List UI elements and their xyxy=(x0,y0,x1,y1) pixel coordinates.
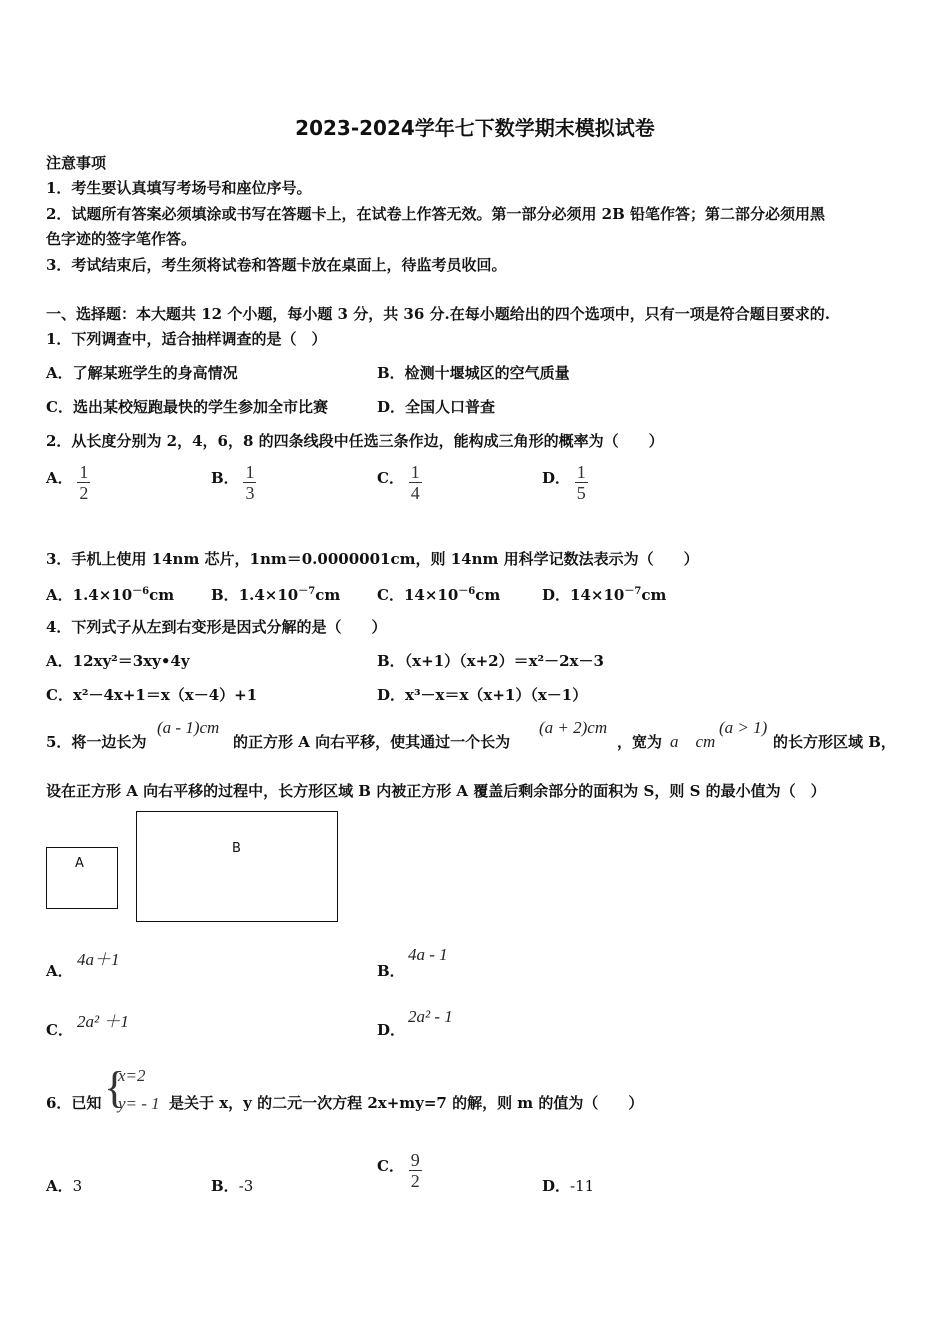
q6-a-label: A． xyxy=(46,1177,73,1195)
q2-option-a-label: A． xyxy=(46,468,73,487)
q1-option-c[interactable]: C．选出某校短跑最快的学生参加全市比赛 xyxy=(46,398,328,416)
q5-option-c-label[interactable]: C． xyxy=(46,1021,73,1039)
q5-option-b[interactable]: 4a - 1 xyxy=(408,945,448,964)
q3-d-unit: cm xyxy=(641,586,667,604)
q2-option-c-label: C． xyxy=(377,468,404,487)
q2-a-numerator: 1 xyxy=(79,462,89,482)
rectangle-b-label: B xyxy=(232,841,241,856)
q3-stem: 3．手机上使用 14nm 芯片，1nm＝0.0000001cm，则 14nm 用科学记数法表示为（ ） xyxy=(46,550,699,568)
q3-d-base: 14×10 xyxy=(570,586,625,604)
q5-expr-condition: (a > 1) xyxy=(719,718,768,737)
q5-option-a[interactable]: 4a＋1 xyxy=(77,950,120,969)
q4-option-a[interactable]: A．12xy²＝3xy•4y xyxy=(46,652,190,670)
q2-option-d-label: D． xyxy=(542,468,571,487)
q3-option-c[interactable] xyxy=(377,582,500,605)
q6-d-value: -11 xyxy=(570,1177,595,1195)
q6-system-eq2: y= - 1 xyxy=(118,1094,160,1113)
q4-stem: 4．下列式子从左到右变形是因式分解的是（ ） xyxy=(46,618,387,636)
q2-option-d-fraction xyxy=(575,462,588,503)
q6-b-value: -3 xyxy=(238,1177,254,1195)
q5-expr-side: (a - 1)cm xyxy=(157,718,220,737)
q2-c-numerator: 1 xyxy=(410,462,420,482)
notice-heading: 注意事项 xyxy=(46,154,107,172)
q3-option-b[interactable] xyxy=(211,582,340,605)
q3-c-base: 14×10 xyxy=(403,586,459,604)
q5-stem-part4: 的长方形区域 B， xyxy=(773,733,896,751)
q3-b-base: 1.4×10 xyxy=(238,586,299,604)
q6-stem-part1: 6．已知 xyxy=(46,1094,102,1112)
q2-option-c-fraction xyxy=(409,462,422,503)
q5-stem-line2: 设在正方形 A 向右平移的过程中，长方形区域 B 内被正方形 A 覆盖后剩余部分的面积为 S，则 S 的最小值为（ ） xyxy=(46,782,826,800)
q3-d-label: D． xyxy=(542,586,571,604)
q2-b-denominator: 3 xyxy=(245,483,255,503)
notice-item-3: 3．考试结束后，考生须将试卷和答题卡放在桌面上，待监考员收回。 xyxy=(46,256,507,274)
q3-b-exponent: －7 xyxy=(298,586,316,597)
q2-b-numerator: 1 xyxy=(245,462,255,482)
q5-stem-part3: ，宽为 xyxy=(617,733,663,751)
q5-stem-part1: 5．将一边长为 xyxy=(46,733,147,751)
system-brace-icon: { xyxy=(104,1063,126,1112)
q3-c-label: C． xyxy=(377,586,404,604)
q3-option-a[interactable] xyxy=(46,582,174,605)
q3-b-label: B． xyxy=(211,586,239,604)
q3-option-d[interactable] xyxy=(542,582,666,605)
q6-b-label: B． xyxy=(211,1177,239,1195)
q2-d-denominator: 5 xyxy=(576,483,586,503)
notice-item-2: 2．试题所有答案必须填涂或书写在答题卡上，在试卷上作答无效。第一部分必须用 2B 铅笔作答；第二部分必须用黑 xyxy=(46,205,826,223)
q5-option-b-label[interactable]: B． xyxy=(377,962,405,980)
q5-option-a-label[interactable]: A． xyxy=(46,962,73,980)
q6-c-denominator: 2 xyxy=(410,1171,420,1191)
page-title: 2023-2024学年七下数学期末模拟试卷 xyxy=(295,116,655,140)
q6-a-value: 3 xyxy=(72,1177,83,1195)
q1-option-a[interactable]: A．了解某班学生的身高情况 xyxy=(46,364,238,382)
q6-d-label: D． xyxy=(542,1177,571,1195)
q3-a-exponent: －6 xyxy=(132,586,150,597)
q2-option-a-fraction xyxy=(77,462,90,503)
q6-option-a[interactable] xyxy=(46,1175,82,1196)
q6-c-fraction xyxy=(409,1150,422,1191)
q3-d-exponent: －7 xyxy=(624,586,642,597)
q6-option-b[interactable] xyxy=(211,1175,253,1196)
q2-option-b[interactable] xyxy=(211,462,256,503)
q3-c-unit: cm xyxy=(475,586,501,604)
q2-stem: 2．从长度分别为 2，4，6，8 的四条线段中任选三条作边，能构成三角形的概率为（ ） xyxy=(46,432,664,450)
q3-a-unit: cm xyxy=(149,586,175,604)
q3-b-unit: cm xyxy=(315,586,341,604)
notice-item-2-cont: 色字迹的签字笔作答。 xyxy=(46,230,197,248)
q6-option-d[interactable] xyxy=(542,1175,594,1196)
q2-d-numerator: 1 xyxy=(576,462,586,482)
q5-stem-part2: 的正方形 A 向右平移，使其通过一个长为 xyxy=(233,733,511,751)
q2-option-b-label: B． xyxy=(211,468,239,487)
q3-a-base: 1.4×10 xyxy=(72,586,133,604)
q5-expr-length: (a + 2)cm xyxy=(539,718,608,737)
q6-c-label: C． xyxy=(377,1156,404,1175)
q6-c-numerator: 9 xyxy=(410,1150,420,1170)
q1-option-d[interactable]: D．全国人口普查 xyxy=(377,398,496,416)
q2-a-denominator: 2 xyxy=(79,483,89,503)
q3-c-exponent: －6 xyxy=(458,586,476,597)
q2-option-d[interactable] xyxy=(542,462,588,503)
q6-system-eq1: x=2 xyxy=(118,1066,146,1085)
q6-stem-part2: 是关于 x，y 的二元一次方程 2x+my=7 的解，则 m 的值为（ ） xyxy=(169,1094,644,1112)
square-a-label: A xyxy=(75,856,84,871)
rectangle-b xyxy=(136,811,338,922)
q2-option-c[interactable] xyxy=(377,462,422,503)
notice-item-1: 1．考生要认真填写考场号和座位序号。 xyxy=(46,179,312,197)
q5-option-d[interactable]: 2a² - 1 xyxy=(408,1007,453,1026)
q6-option-c[interactable] xyxy=(377,1150,422,1191)
q4-option-b[interactable]: B．（x+1）（x+2）＝x²－2x－3 xyxy=(377,652,604,670)
q4-option-d[interactable]: D．x³－x＝x（x+1）（x－1） xyxy=(377,686,588,704)
q2-option-a[interactable] xyxy=(46,462,90,503)
section-heading: 一、选择题：本大题共 12 个小题，每小题 3 分，共 36 分.在每小题给出的四个选项中，只有一项是符合题目要求的. xyxy=(46,305,830,323)
q5-option-d-label[interactable]: D． xyxy=(377,1021,406,1039)
q2-c-denominator: 4 xyxy=(410,483,420,503)
q4-option-c[interactable]: C．x²－4x+1＝x（x－4）+1 xyxy=(46,686,258,704)
q5-option-c[interactable]: 2a² ＋1 xyxy=(77,1012,129,1031)
q1-stem: 1．下列调查中，适合抽样调查的是（ ） xyxy=(46,330,327,348)
q3-a-label: A． xyxy=(46,586,73,604)
q2-option-b-fraction xyxy=(243,462,256,503)
square-a xyxy=(46,847,118,909)
q5-expr-width: a cm xyxy=(670,732,716,751)
q1-option-b[interactable]: B．检测十堰城区的空气质量 xyxy=(377,364,570,382)
